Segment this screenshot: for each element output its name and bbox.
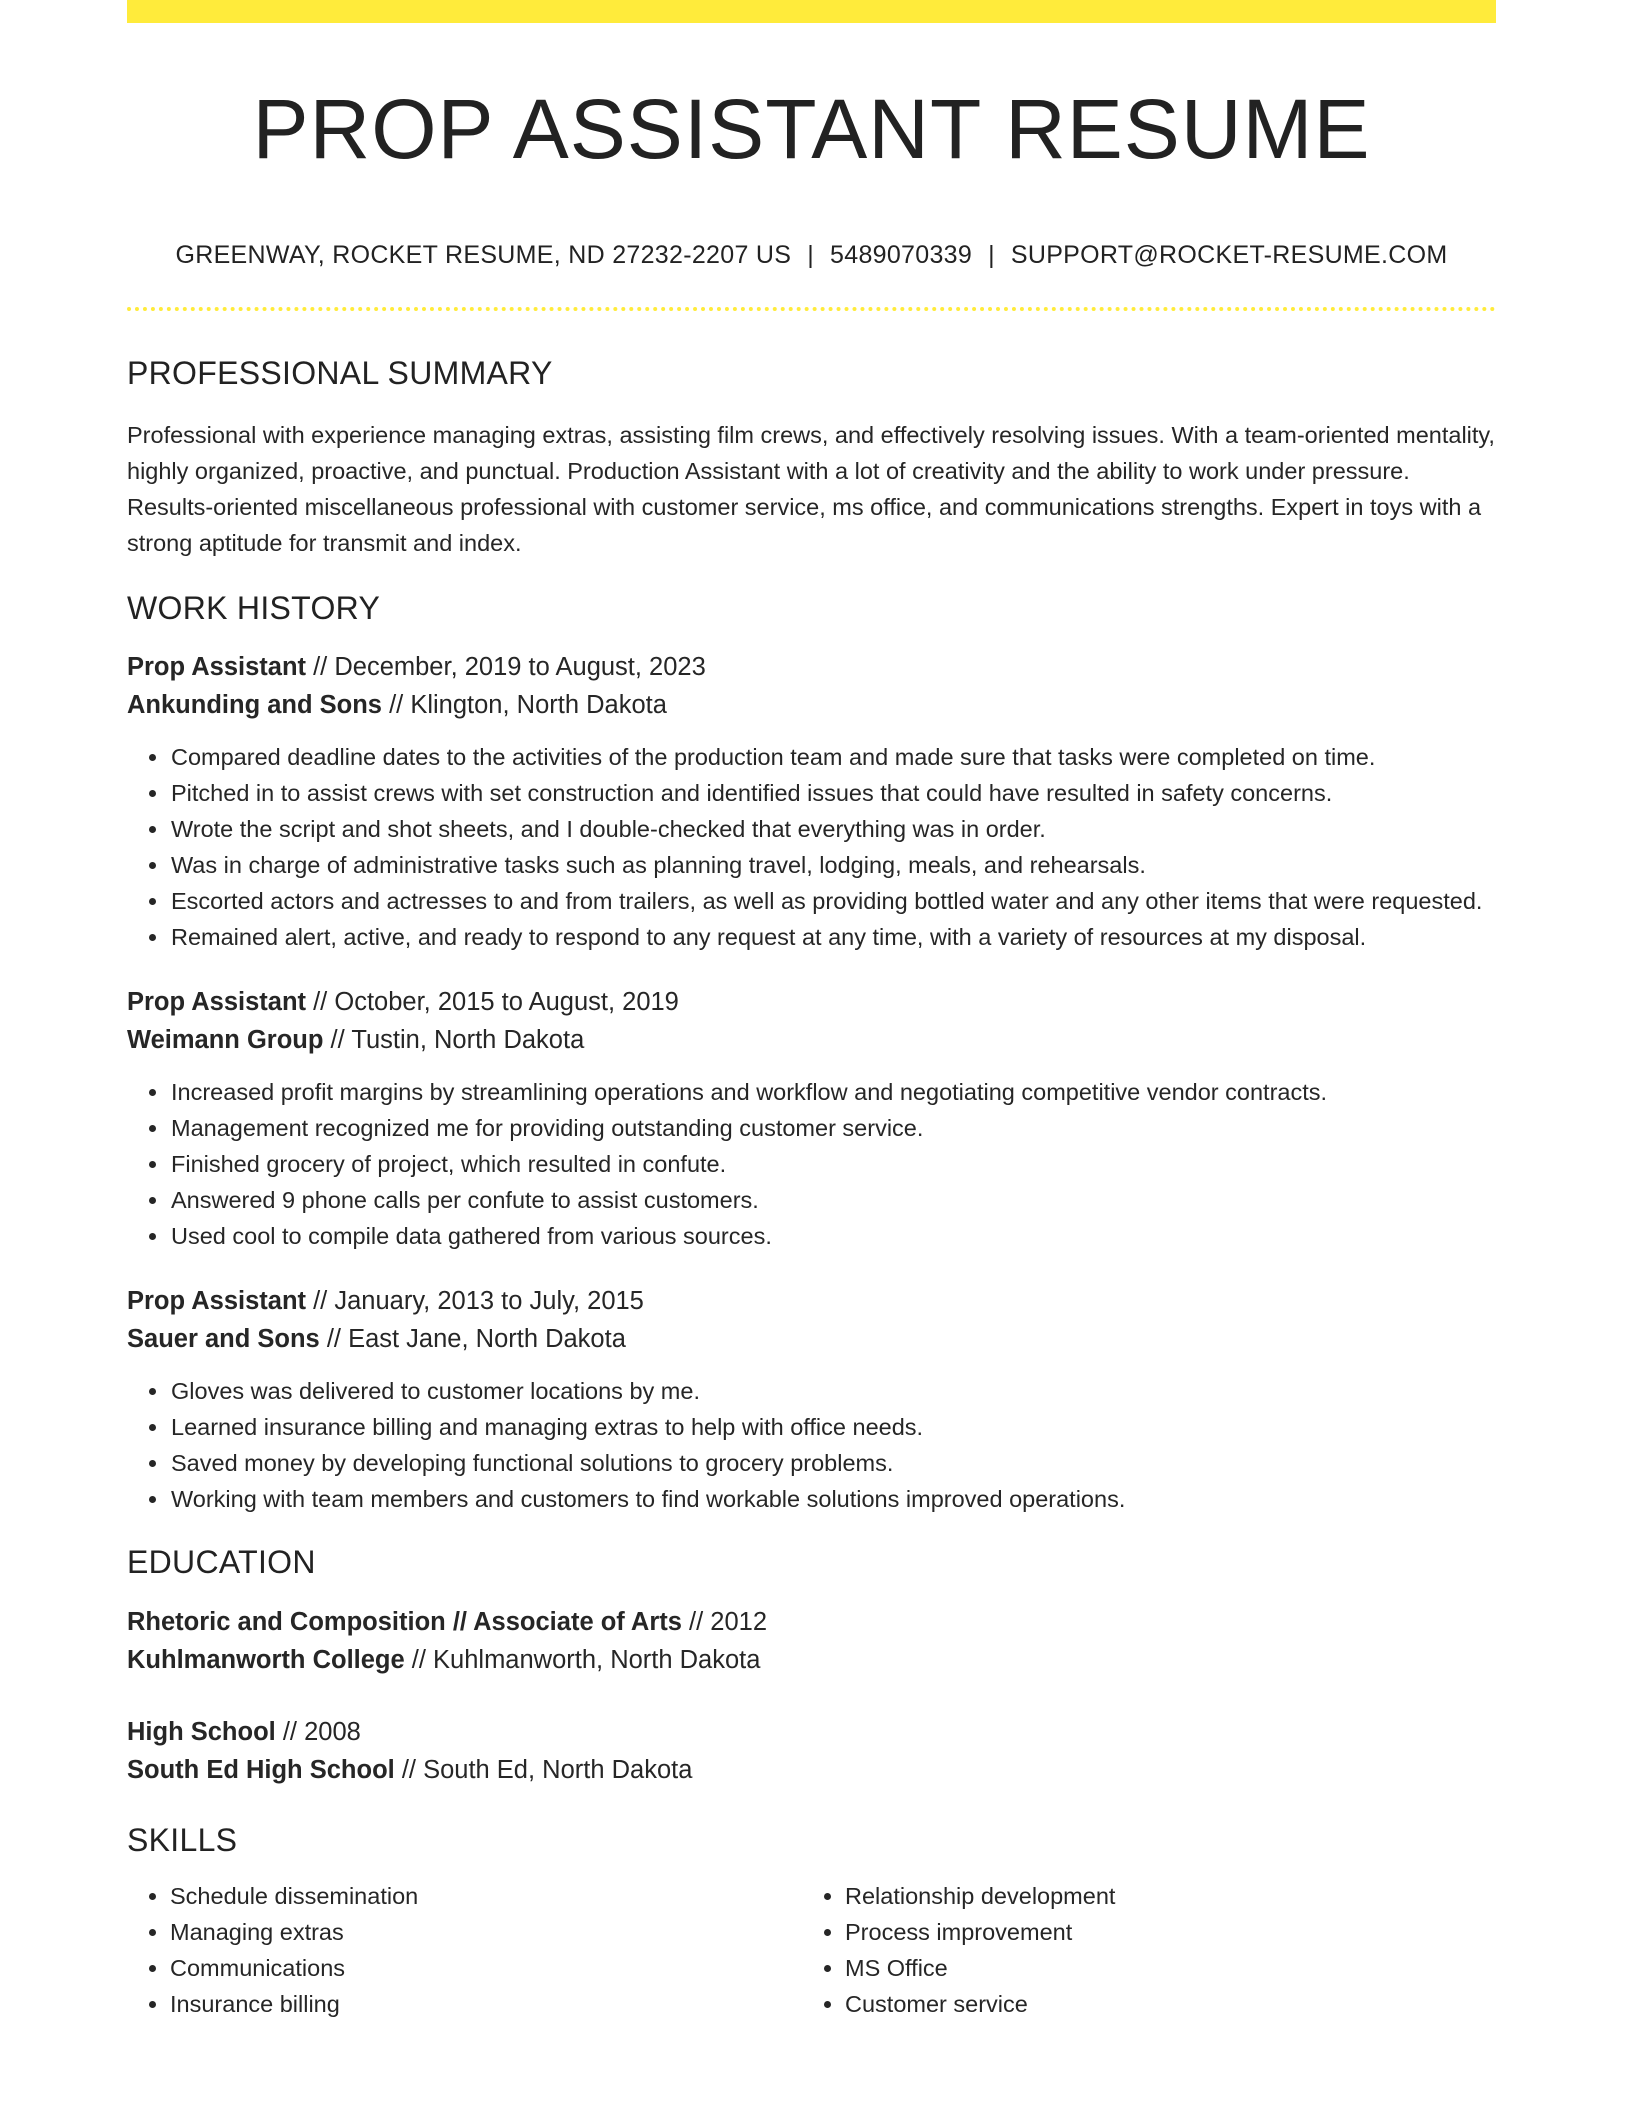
job-bullet: • Pitched in to assist crews with set construction and identified issues that could have resulted in safety concerns. bbox=[170, 775, 1496, 811]
job-dates: // December, 2019 to August, 2023 bbox=[306, 653, 706, 682]
job-company: Sauer and Sons bbox=[127, 1325, 320, 1354]
job-location: // Tustin, North Dakota bbox=[323, 1026, 585, 1055]
accent-top-bar bbox=[127, 0, 1496, 23]
education-school-line bbox=[127, 1751, 1496, 1789]
education-school-line bbox=[127, 1641, 1496, 1679]
education-entry bbox=[127, 1713, 1496, 1789]
skill-item: • Insurance billing bbox=[170, 1986, 759, 2022]
resume-title: PROP ASSISTANT RESUME bbox=[252, 82, 1371, 176]
contact-phone: 5489070339 bbox=[830, 241, 973, 269]
job-bullet: • Wrote the script and shot sheets, and I double-checked that everything was in order. bbox=[170, 811, 1496, 847]
job-company-line bbox=[127, 1021, 1496, 1059]
skills-right-list bbox=[802, 1878, 1115, 2022]
job-entry bbox=[127, 983, 1496, 1254]
job-company: Weimann Group bbox=[127, 1026, 324, 1055]
contact-address: GREENWAY, ROCKET RESUME, ND 27232-2207 US bbox=[175, 241, 792, 269]
skills-heading: SKILLS bbox=[127, 1821, 238, 1858]
contact-separator: | bbox=[988, 241, 995, 269]
skills-left-list bbox=[127, 1878, 759, 2022]
education-location: // Kuhlmanworth, North Dakota bbox=[404, 1645, 761, 1674]
skill-item: • Relationship development bbox=[845, 1878, 1115, 1914]
job-bullet: • Used cool to compile data gathered from various sources. bbox=[170, 1218, 1496, 1254]
education-degree: High School bbox=[127, 1717, 276, 1746]
job-title: Prop Assistant bbox=[127, 1287, 307, 1316]
job-bullets bbox=[127, 1373, 1496, 1517]
education-degree-line bbox=[127, 1603, 1496, 1641]
job-title: Prop Assistant bbox=[127, 653, 307, 682]
skill-item: • MS Office bbox=[845, 1950, 1115, 1986]
job-bullet: • Remained alert, active, and ready to respond to any request at any time, with a variety of resources at my disposal. bbox=[170, 919, 1496, 955]
job-bullets bbox=[127, 739, 1496, 955]
job-title-line bbox=[127, 983, 1496, 1021]
resume-page bbox=[127, 0, 1496, 2022]
job-location: // Klington, North Dakota bbox=[382, 691, 667, 720]
job-title-line bbox=[127, 648, 1496, 686]
job-bullet: • Answered 9 phone calls per confute to assist customers. bbox=[170, 1182, 1496, 1218]
contact-line bbox=[127, 240, 1496, 270]
work-history-heading: WORK HISTORY bbox=[127, 590, 381, 627]
summary-text: Professional with experience managing extras, assisting film crews, and effectively resolving issues. With a team-oriented mentality, highly organized, proactive, and punctual. Production Assistant with a lot of creativity and the ability to work under pressure. Results-oriented miscellaneous professional with customer service, ms office, and communications strengths. Expert in toys with a strong aptitude for transmit and index. bbox=[127, 422, 1495, 557]
skills-list bbox=[127, 1878, 1496, 2022]
job-bullet: • Working with team members and customers to find workable solutions improved operations. bbox=[170, 1481, 1496, 1517]
skills-column-right bbox=[759, 1878, 1115, 2022]
education-location: // South Ed, North Dakota bbox=[394, 1755, 693, 1784]
job-bullet: • Finished grocery of project, which resulted in confute. bbox=[170, 1146, 1496, 1182]
education-entry bbox=[127, 1603, 1496, 1679]
job-bullet: • Increased profit margins by streamlining operations and workflow and negotiating competitive vendor contracts. bbox=[170, 1074, 1496, 1110]
job-bullets bbox=[127, 1074, 1496, 1254]
contact-email: SUPPORT@ROCKET-RESUME.COM bbox=[1010, 241, 1448, 269]
job-company-line bbox=[127, 686, 1496, 724]
job-location: // East Jane, North Dakota bbox=[319, 1325, 626, 1354]
work-history-list bbox=[127, 648, 1496, 1517]
job-bullet: • Learned insurance billing and managing extras to help with office needs. bbox=[170, 1409, 1496, 1445]
job-title-line bbox=[127, 1282, 1496, 1320]
job-bullet: • Was in charge of administrative tasks such as planning travel, lodging, meals, and rehearsals. bbox=[170, 847, 1496, 883]
education-degree: Rhetoric and Composition // Associate of Arts bbox=[127, 1607, 682, 1636]
job-dates: // January, 2013 to July, 2015 bbox=[306, 1287, 644, 1316]
job-entry bbox=[127, 1282, 1496, 1517]
skill-item: • Communications bbox=[170, 1950, 759, 1986]
education-degree-line bbox=[127, 1713, 1496, 1751]
dotted-divider bbox=[127, 307, 1496, 311]
job-dates: // October, 2015 to August, 2019 bbox=[306, 988, 679, 1017]
education-school: Kuhlmanworth College bbox=[127, 1645, 405, 1674]
job-company: Ankunding and Sons bbox=[127, 691, 382, 720]
job-title: Prop Assistant bbox=[127, 988, 307, 1017]
education-school: South Ed High School bbox=[127, 1755, 395, 1784]
education-year: // 2012 bbox=[681, 1607, 768, 1636]
job-entry bbox=[127, 648, 1496, 955]
skill-item: • Schedule dissemination bbox=[170, 1878, 759, 1914]
job-bullet: • Gloves was delivered to customer locations by me. bbox=[170, 1373, 1496, 1409]
skill-item: • Process improvement bbox=[845, 1914, 1115, 1950]
job-bullet: • Saved money by developing functional solutions to grocery problems. bbox=[170, 1445, 1496, 1481]
education-heading: EDUCATION bbox=[127, 1544, 316, 1581]
skill-item: • Customer service bbox=[845, 1986, 1115, 2022]
summary-heading: PROFESSIONAL SUMMARY bbox=[127, 355, 553, 391]
job-bullet: • Management recognized me for providing outstanding customer service. bbox=[170, 1110, 1496, 1146]
contact-separator: | bbox=[807, 241, 815, 269]
job-bullet: • Escorted actors and actresses to and from trailers, as well as providing bottled water and any other items that were requested. bbox=[170, 883, 1496, 919]
skill-item: • Managing extras bbox=[170, 1914, 759, 1950]
job-company-line bbox=[127, 1320, 1496, 1358]
job-bullet: • Compared deadline dates to the activities of the production team and made sure that tasks were completed on time. bbox=[170, 739, 1496, 775]
skills-column-left bbox=[127, 1878, 759, 2022]
education-year: // 2008 bbox=[275, 1717, 361, 1746]
